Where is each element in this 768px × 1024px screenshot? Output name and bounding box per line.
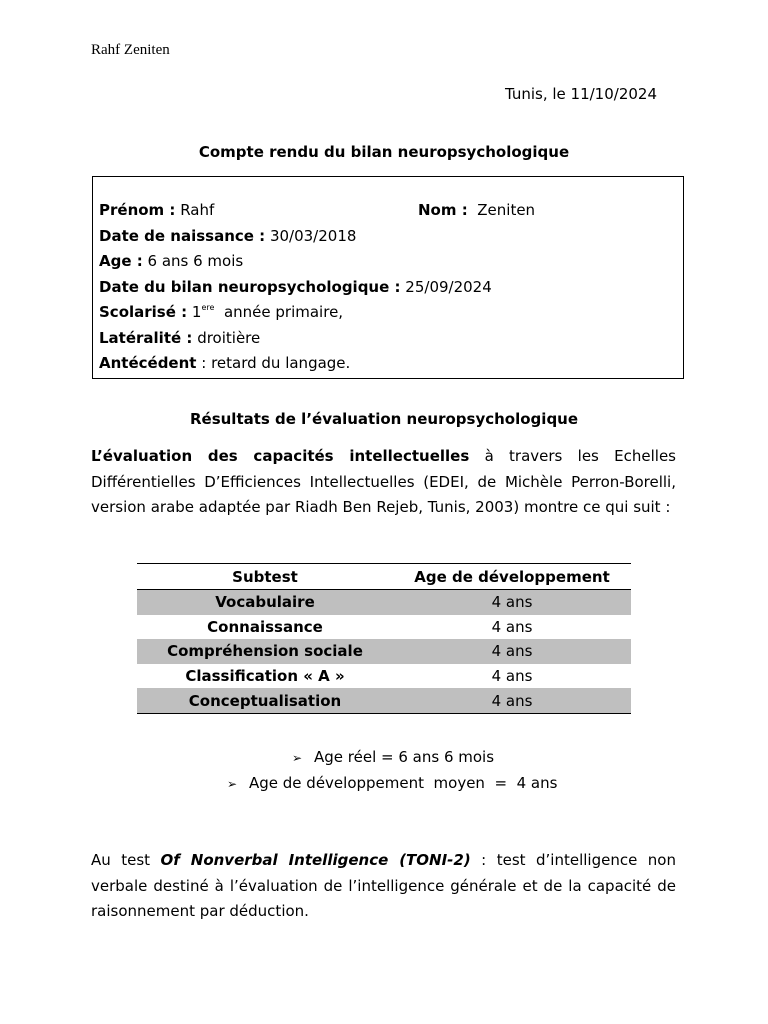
patient-info-box [92,176,684,379]
age-value: 6 ans 6 mois [147,252,244,270]
bilan-value: 25/09/2024 [405,278,492,296]
info-age [99,252,243,270]
date-line: Tunis, le 11/10/2024 [504,85,657,103]
intro-bold: L’évaluation des capacités intellectuelles [91,447,470,465]
subtest-cell: Conceptualisation [137,688,393,713]
toni-paragraph [91,848,676,925]
table-row [137,590,631,615]
document-title: Compte rendu du bilan neuropsychologique [198,143,570,161]
antecedent-label: Antécédent [99,354,197,372]
table-row [137,664,631,689]
scolarise-label: Scolarisé : [99,303,188,321]
info-bilan [99,278,492,296]
antecedent-value: : retard du langage. [201,354,351,372]
intro-text: à travers les Echelles Différentielles D’Efficiences Intellectuelles (EDEI, de Michèle Perron-Borelli, version arabe adaptée par Riadh Ben Rejeb, Tunis, 2003) montre ce qui suit : [91,447,676,517]
info-scolarise [99,303,343,321]
arrow-bullet-icon: ➢ [227,777,238,791]
naissance-value: 30/03/2018 [269,227,357,245]
info-prenom [99,201,214,219]
prenom-value: Rahf [180,201,215,219]
age-cell: 4 ans [491,617,533,636]
age-cell: 4 ans [393,639,631,664]
table-row [137,639,631,664]
subtest-cell: Classification « A » [185,667,345,686]
age-cell: 4 ans [491,667,533,686]
scolarise-rest: année primaire, [223,303,344,321]
info-lateralite [99,329,260,347]
intro-paragraph [91,444,676,521]
table-header-row [137,564,631,590]
table-row [137,688,631,713]
results-table [137,563,631,714]
age-cell: 4 ans [393,688,631,713]
nom-value: Zeniten [477,201,536,219]
age-cell: 4 ans [393,590,631,615]
lateralite-value: droitière [197,329,261,347]
subtest-cell: Compréhension sociale [137,639,393,664]
subtest-cell: Connaissance [207,617,323,636]
toni-prefix: Au test [91,851,161,869]
author-name: Rahf Zeniten [91,42,170,58]
toni-test-name: Of Nonverbal Intelligence (TONI-2) [160,851,471,869]
info-antecedent [99,354,350,372]
scolarise-num: 1 [191,303,202,321]
prenom-label: Prénom : [99,201,176,219]
results-section-title: Résultats de l’évaluation neuropsychologique [189,410,579,428]
naissance-label: Date de naissance : [99,227,266,245]
table-header-age: Age de développement [393,564,631,590]
table-row [137,615,631,640]
age-label: Age : [99,252,143,270]
bullet-text: Age réel = 6 ans 6 mois [314,748,495,766]
subtest-cell: Vocabulaire [137,590,393,615]
bullet-age-reel [292,748,494,766]
scolarise-sup: ere [201,303,215,312]
bullet-text: Age de développement moyen = 4 ans [249,774,558,792]
nom-label: Nom : [418,201,468,219]
info-naissance [99,227,356,245]
toni-text: : test d’intelligence non verbale destiné à l’évaluation de l’intelligence générale et de la capacité de raisonnement par déduction. [91,851,676,921]
bilan-label: Date du bilan neuropsychologique : [99,278,401,296]
lateralite-label: Latéralité : [99,329,193,347]
table-header-subtest: Subtest [137,564,393,590]
info-nom [418,201,535,219]
bullet-age-developpement [227,774,557,792]
arrow-bullet-icon: ➢ [292,751,303,765]
